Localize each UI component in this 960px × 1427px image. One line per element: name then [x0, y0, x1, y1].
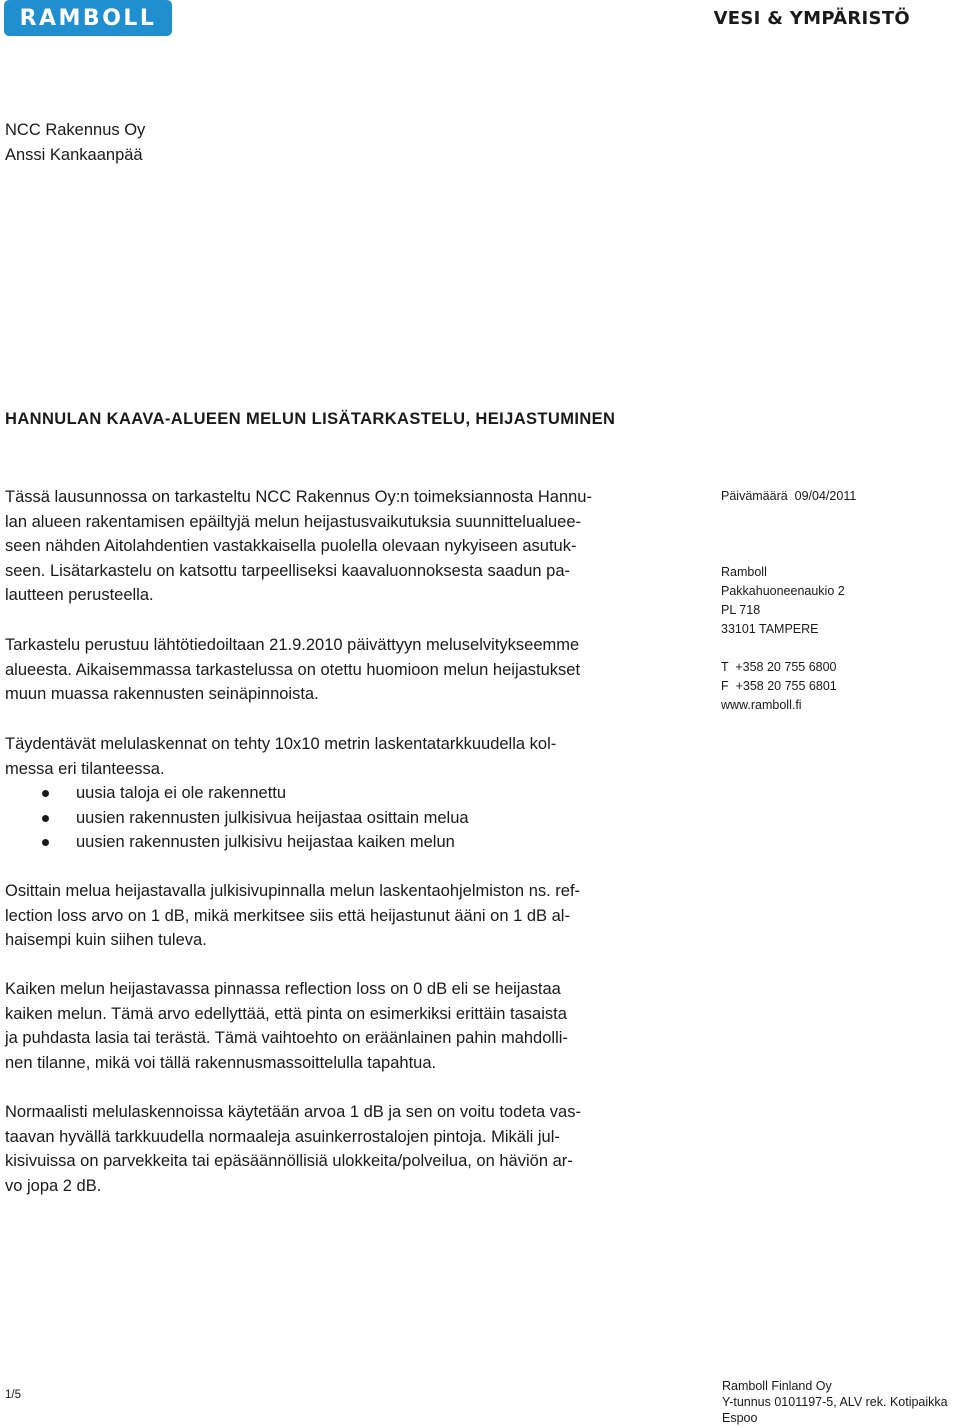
contact-block [721, 563, 845, 715]
paragraph-calculations [5, 732, 695, 855]
text-line: muun muassa rakennusten seinäpinnoista. [5, 685, 319, 703]
contact-website[interactable]: www.ramboll.fi [721, 698, 802, 712]
paragraph-intro [5, 485, 695, 608]
list-item [5, 806, 695, 831]
logo-text: RAMBOLL [19, 5, 157, 31]
text-line: seen. Lisätarkastelu on katsottu tarpeelliseksi kaavaluonnoksesta saadun pa- [5, 561, 571, 580]
footer-company-block [722, 1378, 948, 1426]
text-line: lection loss arvo on 1 dB, mikä merkitsee siis että heijastunut ääni on 1 dB al- [5, 906, 570, 925]
footer-company-name: Ramboll Finland Oy [722, 1379, 832, 1393]
paragraph-partial-reflection [5, 879, 695, 953]
text-line: messa eri tilanteessa. [5, 759, 165, 778]
text-line: alueesta. Aikaisemmassa tarkastelussa on otettu huomioon melun heijastukset [5, 660, 581, 679]
footer-city: Espoo [722, 1411, 758, 1425]
list-item-text: uusia taloja ei ole rakennettu [76, 784, 287, 802]
contact-phone: T +358 20 755 6800 [721, 660, 837, 674]
paragraph-basis [5, 633, 695, 707]
text-line: haisempi kuin siihen tuleva. [5, 931, 207, 949]
text-line: taavan hyvällä tarkkuudella normaaleja asuinkerrostalojen pintoja. Mikäli jul- [5, 1127, 560, 1146]
page-number: 1/5 [5, 1389, 21, 1401]
recipient-block [5, 118, 145, 168]
text-line: nen tilanne, mikä voi tällä rakennusmassoittelulla tapahtua. [5, 1053, 437, 1072]
recipient-person: Anssi Kankaanpää [5, 146, 143, 164]
bullet-icon [42, 839, 49, 846]
list-item-text: uusien rakennusten julkisivua heijastaa osittain melua [76, 808, 469, 827]
footer-business-id: Y-tunnus 0101197-5, ALV rek. Kotipaikka [722, 1395, 948, 1409]
text-line: Normaalisti melulaskennoissa käytetään arvoa 1 dB ja sen on voitu todeta vas- [5, 1103, 581, 1121]
contact-address: Pakkahuoneenaukio 2 [721, 584, 845, 598]
text-line: kisivuissa on parvekkeita tai epäsäännöllisiä ulokkeita/polveilua, on häviön ar- [5, 1152, 573, 1170]
document-title: HANNULAN KAAVA-ALUEEN MELUN LISÄTARKASTELU, HEIJASTUMINEN [5, 410, 616, 428]
paragraph-full-reflection [5, 977, 695, 1075]
text-line: seen nähden Aitolahdentien vastakkaisella puolella olevaan nykyiseen asutuk- [5, 537, 577, 555]
contact-company: Ramboll [721, 565, 767, 579]
recipient-company: NCC Rakennus Oy [5, 121, 146, 139]
division-name: VESI & YMPÄRISTÖ [713, 8, 910, 29]
paragraph-normal-practice [5, 1100, 695, 1198]
text-line: kaiken melun. Tämä arvo edellyttää, että pinta on esimerkiksi erittäin tasaista [5, 1004, 567, 1023]
scenario-list [5, 781, 695, 855]
text-line: Kaiken melun heijastavassa pinnassa reflection loss on 0 dB eli se heijastaa [5, 980, 561, 998]
text-line: lan alueen rakentamisen epäiltyjä melun heijastusvaikutuksia suunnittelualuee- [5, 512, 582, 531]
bullet-icon [42, 815, 49, 822]
text-line: ja puhdasta lasia tai terästä. Tämä vaihtoehto on eräänlainen pahin mahdolli- [5, 1029, 568, 1047]
date-label: Päivämäärä [721, 489, 788, 503]
date-value: 09/04/2011 [794, 489, 857, 503]
list-item [5, 781, 695, 806]
bullet-icon [42, 790, 49, 797]
ramboll-logo [4, 0, 172, 36]
text-line: Osittain melua heijastavalla julkisivupinnalla melun laskentaohjelmiston ns. ref- [5, 882, 581, 900]
text-line: Täydentävät melulaskennat on tehty 10x10 metrin laskentatarkkuudella kol- [5, 735, 557, 753]
contact-fax: F +358 20 755 6801 [721, 679, 837, 693]
list-item [5, 830, 695, 855]
text-line: Tarkastelu perustuu lähtötiedoiltaan 21.9.2010 päivättyyn meluselvitykseemme [5, 636, 580, 654]
list-item-text: uusien rakennusten julkisivu heijastaa kaiken melun [76, 833, 455, 851]
contact-postal: 33101 TAMPERE [721, 622, 819, 636]
contact-po-box: PL 718 [721, 603, 761, 617]
text-line: lautteen perusteella. [5, 586, 154, 604]
text-line: Tässä lausunnossa on tarkasteltu NCC Rakennus Oy:n toimeksiannosta Hannu- [5, 488, 592, 506]
text-line: vo jopa 2 dB. [5, 1176, 102, 1195]
date-block [721, 487, 856, 506]
